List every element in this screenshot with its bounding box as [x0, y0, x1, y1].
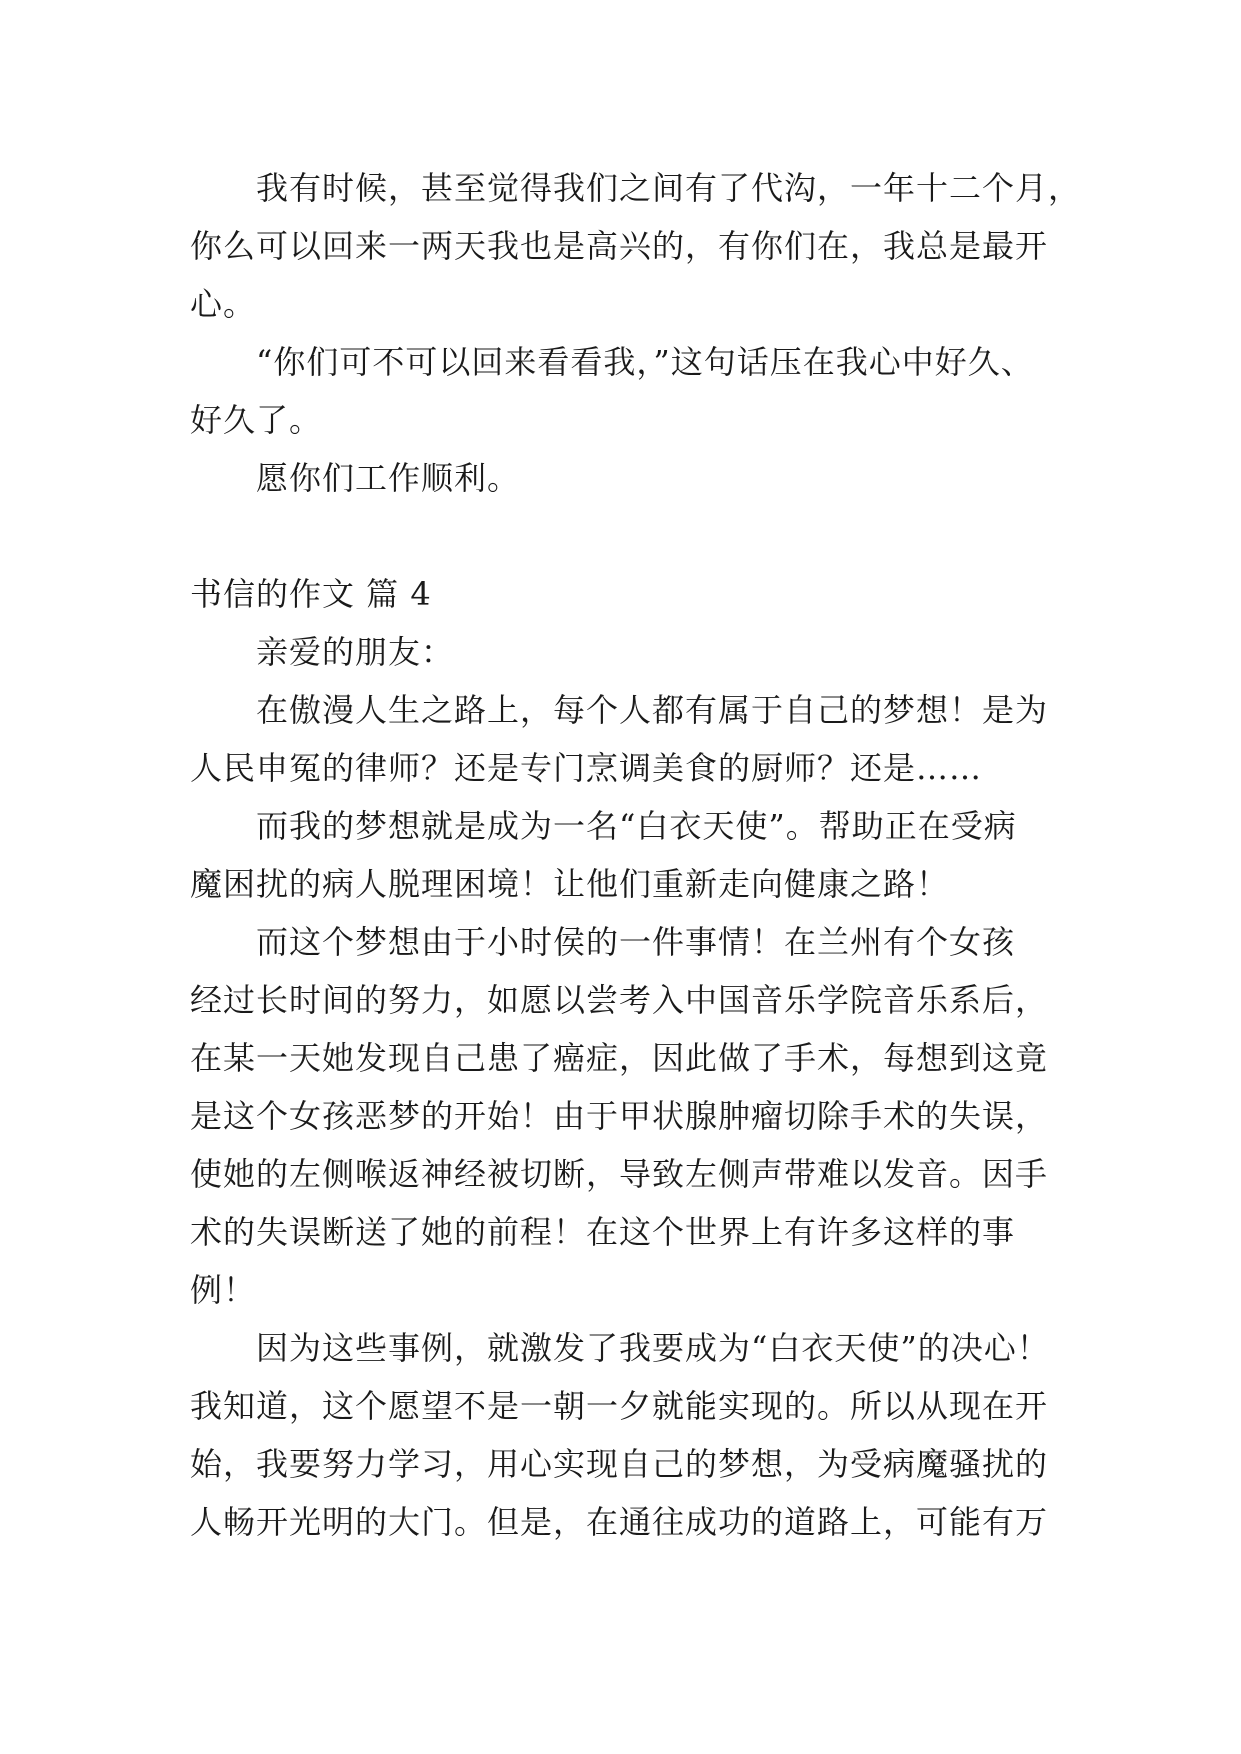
paragraph-line: 因为这些事例，就激发了我要成为“白衣天使”的决心！ [256, 1329, 1050, 1367]
paragraph-line: 例！ [190, 1271, 257, 1309]
paragraph-line: 在某一天她发现自己患了癌症，因此做了手术，每想到这竟 [190, 1039, 1049, 1077]
paragraph-line: 经过长时间的努力，如愿以尝考入中国音乐学院音乐系后， [190, 981, 1049, 1019]
paragraph-line: 始，我要努力学习，用心实现自己的梦想，为受病魔骚扰的 [190, 1445, 1049, 1483]
paragraph-line: 心。 [190, 285, 257, 323]
paragraph-line: 愿你们工作顺利。 [256, 459, 521, 497]
paragraph-line: 人民申冤的律师？还是专门烹调美食的厨师？还是…… [190, 749, 983, 787]
salutation: 亲爱的朋友： [256, 633, 455, 671]
paragraph-line: 人畅开光明的大门。但是，在通往成功的道路上，可能有万 [190, 1503, 1049, 1541]
paragraph-line: 我知道，这个愿望不是一朝一夕就能实现的。所以从现在开 [190, 1387, 1049, 1425]
paragraph-line: 我有时候，甚至觉得我们之间有了代沟，一年十二个月， [256, 169, 1082, 207]
paragraph-line: 你么可以回来一两天我也是高兴的，有你们在，我总是最开 [190, 227, 1049, 265]
paragraph-line: 而我的梦想就是成为一名“白衣天使”。帮助正在受病 [256, 807, 1017, 845]
paragraph-line: 而这个梦想由于小时侯的一件事情！在兰州有个女孩 [256, 923, 1016, 961]
section-heading: 书信的作文 篇 4 [190, 575, 432, 613]
paragraph-line: 在傲漫人生之路上，每个人都有属于自己的梦想！是为 [256, 691, 1049, 729]
paragraph-line: 是这个女孩恶梦的开始！由于甲状腺肿瘤切除手术的失误， [190, 1097, 1049, 1135]
paragraph-line: 魔困扰的病人脱理困境！让他们重新走向健康之路！ [190, 865, 950, 903]
paragraph-line: 好久了。 [190, 401, 323, 439]
paragraph-line: “你们可不可以回来看看我，”这句话压在我心中好久、 [256, 343, 1034, 381]
paragraph-line: 使她的左侧喉返神经被切断，导致左侧声带难以发音。因手 [190, 1155, 1049, 1193]
paragraph-line: 术的失误断送了她的前程！在这个世界上有许多这样的事 [190, 1213, 1016, 1251]
